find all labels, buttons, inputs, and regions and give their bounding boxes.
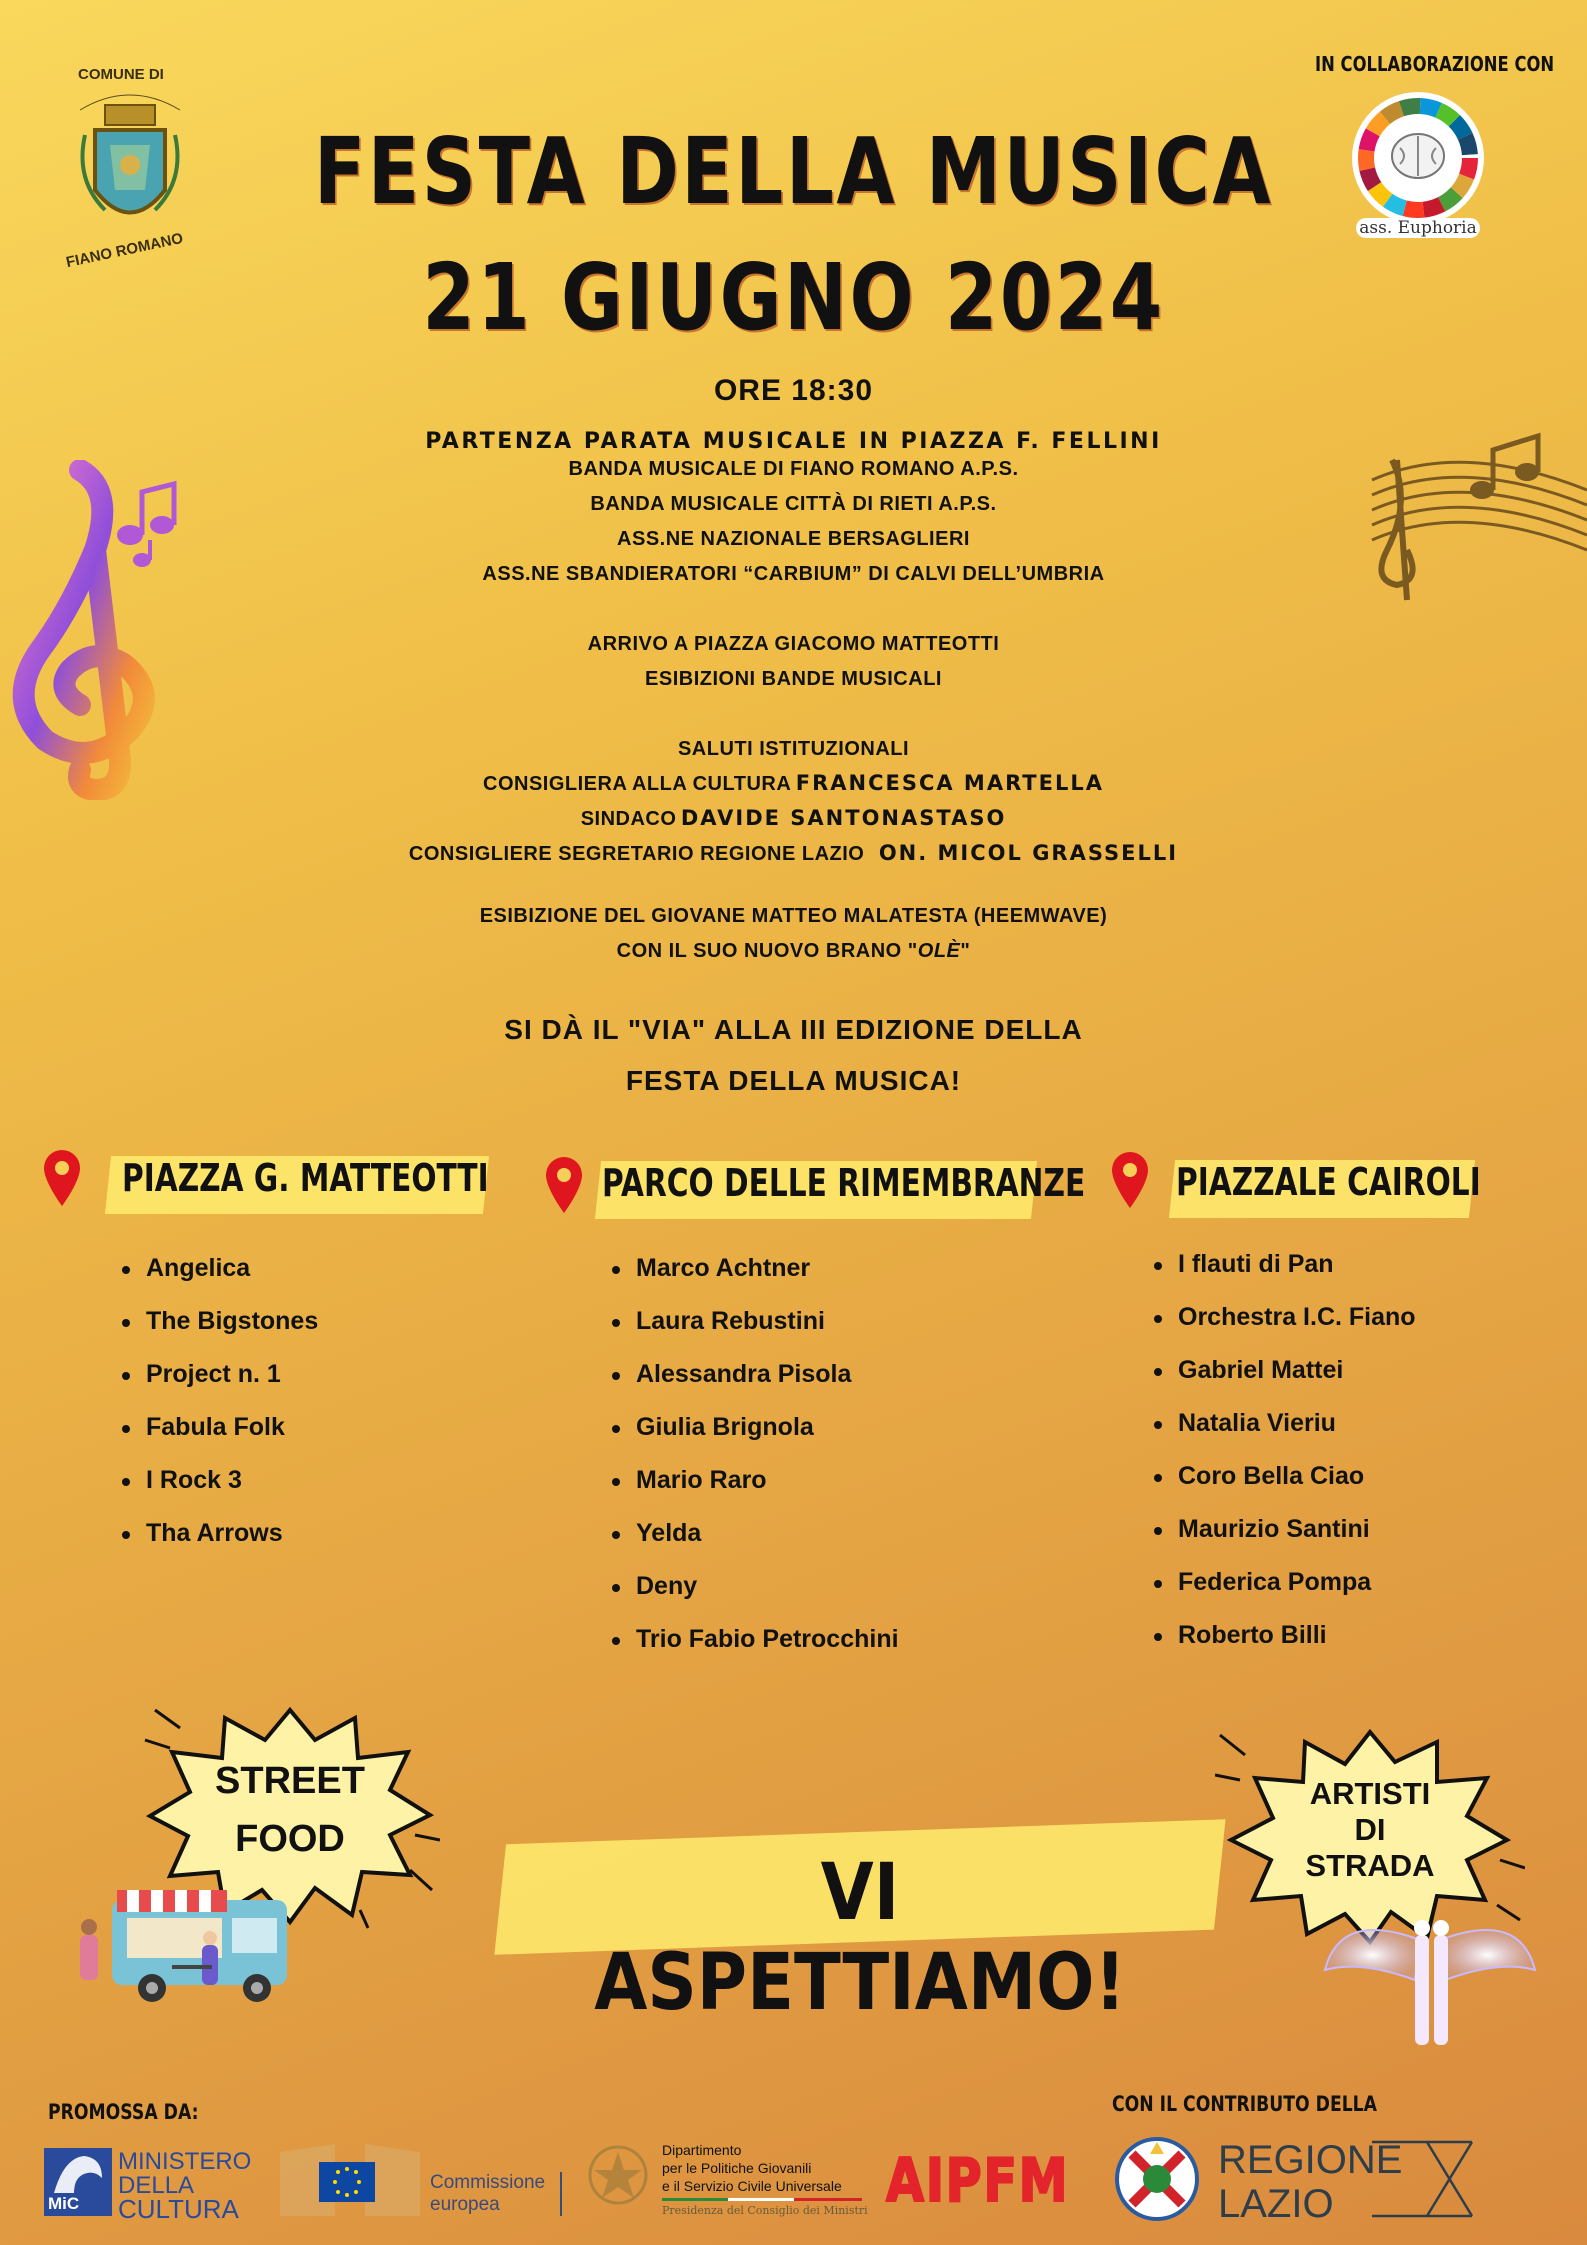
list-item: Maurizio Santini (1154, 1503, 1416, 1556)
contribution-label: CON IL CONTRIBUTO DELLA (1112, 2092, 1377, 2116)
performance-line-1: ESIBIZIONE DEL GIOVANE MATTEO MALATESTA (HEEMWAVE) (479, 905, 1108, 927)
arrival-line: ARRIVO A PIAZZA GIACOMO MATTEOTTI (587, 633, 1000, 655)
artisti-line-2: DI (1354, 1812, 1386, 1847)
eu-divider (560, 2172, 562, 2216)
list-item: Project n. 1 (122, 1348, 318, 1401)
via-line-2: FESTA DELLA MUSICA! (625, 1065, 962, 1096)
list-item: Trio Fabio Petrocchini (612, 1613, 899, 1666)
welcome-text: VI ASPETTIAMO! (594, 1848, 1126, 2028)
list-item: Orchestra I.C. Fiano (1154, 1291, 1416, 1344)
list-item: Giulia Brignola (612, 1401, 899, 1454)
comune-logo-bottom-text: FIANO ROMANO (64, 229, 185, 272)
dip-line-2: per le Politiche Giovanili (662, 2160, 812, 2176)
euphoria-label: ass. Euphoria (1356, 218, 1480, 238)
speaker-row-1 (0, 771, 1587, 796)
mic-abbr: MiC (48, 2194, 80, 2213)
regione-lazio-logo (1112, 2128, 1482, 2228)
promoted-by-label: PROMOSSA DA: (48, 2100, 199, 2124)
list-item: I flauti di Pan (1154, 1238, 1416, 1291)
speaker-role: CONSIGLIERE SEGRETARIO REGIONE LAZIO (408, 843, 865, 865)
performance-pre: CON IL SUO NUOVO BRANO " (616, 940, 918, 962)
dipartimento-logo (586, 2140, 876, 2222)
mic-line-3: CULTURA (118, 2194, 239, 2224)
dip-line-1: Dipartimento (662, 2142, 742, 2158)
street-performers-illustration (1320, 1900, 1540, 2060)
speaker-name: FRANCESCA MARTELLA (795, 771, 1104, 795)
street-food-line-2: FOOD (235, 1818, 345, 1860)
speaker-role: CONSIGLIERA ALLA CULTURA (483, 773, 792, 795)
band-3: ASS.NE NAZIONALE BERSAGLIERI (617, 528, 970, 550)
location-pin-icon (40, 1148, 84, 1208)
list-item: Coro Bella Ciao (1154, 1450, 1416, 1503)
venue-name: PARCO DELLE RIMEMBRANZE (602, 1161, 1086, 1205)
speaker-name: DAVIDE SANTONASTASO (680, 806, 1007, 830)
list-item: The Bigstones (122, 1295, 318, 1348)
venue-parco-rimembranze (542, 1155, 1086, 1695)
artisti-line-3: STRADA (1305, 1848, 1435, 1883)
list-item: Marco Achtner (612, 1242, 899, 1295)
collab-label: IN COLLABORAZIONE CON (1315, 52, 1555, 76)
list-item: Natalia Vieriu (1154, 1397, 1416, 1450)
exhibitions-line: ESIBIZIONI BANDE MUSICALI (645, 668, 942, 690)
regione-line-2: LAZIO (1218, 2182, 1334, 2226)
speaker-row-2 (0, 806, 1587, 831)
eu-line-1: Commissione (430, 2172, 546, 2193)
speaker-name: ON. MICOL GRASSELLI (878, 841, 1179, 865)
dip-line-4: Presidenza del Consiglio dei Ministri (662, 2204, 868, 2217)
venue-name: PIAZZALE CAIROLI (1176, 1160, 1481, 1204)
greetings-line: SALUTI ISTITUZIONALI (677, 738, 910, 760)
list-item: Laura Rebustini (612, 1295, 899, 1348)
list-item: Gabriel Mattei (1154, 1344, 1416, 1397)
artist-list (1154, 1238, 1416, 1662)
band-2: BANDA MUSICALE CITTÀ DI RIETI A.P.S. (590, 493, 997, 515)
title-line-1: FESTA DELLA MUSICA (313, 118, 1274, 225)
title-line-2: 21 GIUGNO 2024 (422, 244, 1165, 351)
via-line-1: SI DÀ IL "VIA" ALLA III EDIZIONE DELLA (504, 1014, 1083, 1045)
list-item: Yelda (612, 1507, 899, 1560)
artist-list (122, 1242, 318, 1560)
aipfm-logo: AIPFM (886, 2146, 1070, 2216)
dip-line-3: e il Servizio Civile Universale (662, 2178, 842, 2194)
artisti-line-1: ARTISTI (1309, 1776, 1431, 1811)
comune-logo-top-text: COMUNE DI (78, 66, 164, 83)
street-food-line-1: STREET (215, 1760, 365, 1802)
list-item: Mario Raro (612, 1454, 899, 1507)
list-item: Angelica (122, 1242, 318, 1295)
band-4: ASS.NE SBANDIERATORI “CARBIUM” DI CALVI DELL’UMBRIA (482, 563, 1105, 585)
eu-line-2: europea (430, 2194, 500, 2215)
mic-line-1: MINISTERO (118, 2148, 252, 2175)
list-item: Deny (612, 1560, 899, 1613)
regione-line-1: REGIONE (1218, 2138, 1403, 2182)
list-item: Alessandra Pisola (612, 1348, 899, 1401)
list-item: Roberto Billi (1154, 1609, 1416, 1662)
location-pin-icon (542, 1155, 586, 1215)
dip-tricolor (662, 2198, 862, 2201)
mic-line-2: DELLA (118, 2172, 195, 2199)
list-item: Tha Arrows (122, 1507, 318, 1560)
parade-line: PARTENZA PARATA MUSICALE IN PIAZZA F. FELLINI (425, 429, 1162, 454)
performance-song: OLÈ (917, 940, 961, 962)
venue-piazza-matteotti (40, 1148, 500, 1688)
speaker-row-3 (0, 841, 1587, 866)
event-time: ORE 18:30 (713, 374, 874, 407)
performance-line-2 (0, 940, 1587, 963)
food-truck-illustration (72, 1880, 302, 2010)
list-item: Federica Pompa (1154, 1556, 1416, 1609)
performance-post: " (960, 940, 971, 962)
list-item: Fabula Folk (122, 1401, 318, 1454)
band-1: BANDA MUSICALE DI FIANO ROMANO A.P.S. (568, 458, 1019, 480)
list-item: I Rock 3 (122, 1454, 318, 1507)
artist-list (612, 1242, 899, 1666)
eu-commission-logo (275, 2140, 565, 2222)
location-pin-icon (1108, 1150, 1152, 1210)
venue-name: PIAZZA G. MATTEOTTI (122, 1156, 489, 1200)
speaker-role: SINDACO (580, 808, 677, 830)
mic-logo (44, 2148, 264, 2224)
mic-emblem (44, 2148, 112, 2216)
venue-piazzale-cairoli (1108, 1150, 1568, 1690)
